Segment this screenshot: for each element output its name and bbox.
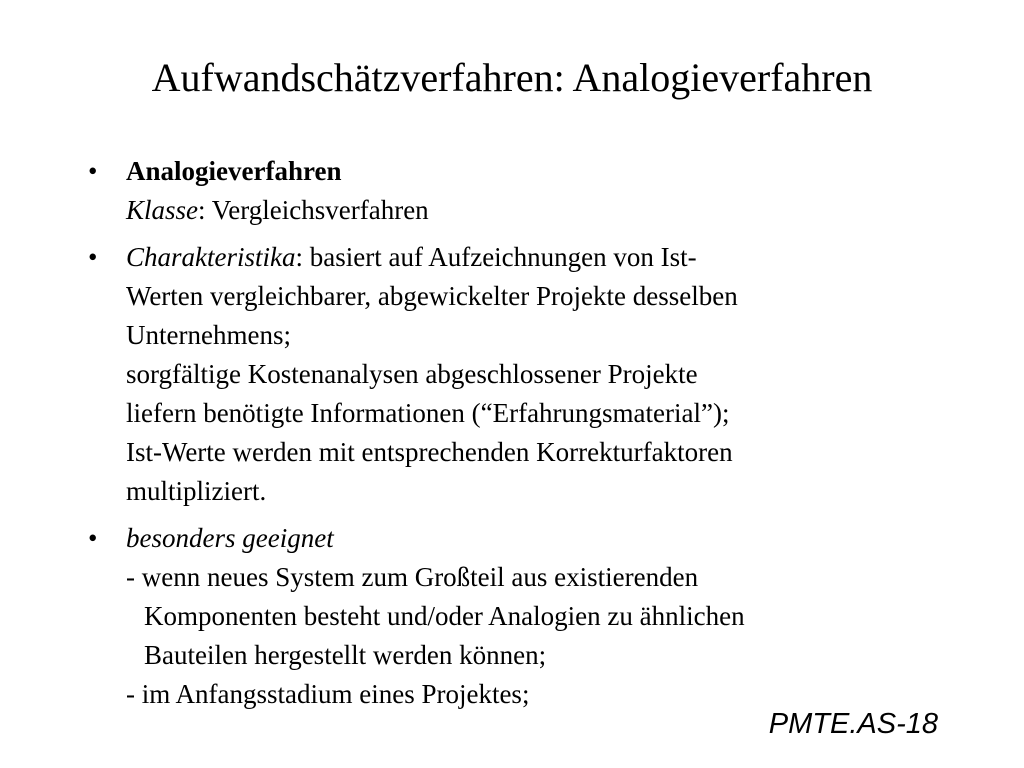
slide-footer-label: PMTE.AS-18 [768, 708, 938, 740]
slide-title: Aufwandschätzverfahren: Analogieverfahren [151, 55, 873, 100]
geeignet-line: Bauteilen hergestellt werden können; [144, 640, 547, 670]
charakteristika-line: Ist-Werte werden mit entsprechenden Korrekturfaktoren [126, 437, 733, 467]
besonders-geeignet-label: besonders geeignet [126, 523, 334, 553]
bullet-heading: Analogieverfahren [126, 156, 342, 186]
bullet-item-charakteristika [88, 238, 948, 511]
geeignet-line: - im Anfangsstadium eines Projektes; [126, 679, 530, 709]
charakteristika-line: Werten vergleichbarer, abgewickelter Projekte desselben [126, 281, 738, 311]
geeignet-line: - wenn neues System zum Großteil aus existierenden [126, 562, 699, 592]
charakteristika-label: Charakteristika [126, 242, 296, 272]
bullet-item-analogieverfahren [88, 152, 948, 230]
bullet-mark: • [88, 156, 98, 186]
charakteristika-separator: : [295, 242, 310, 272]
bullet-mark: • [88, 242, 98, 272]
class-value: Vergleichsverfahren [211, 195, 429, 225]
geeignet-line: Komponenten besteht und/oder Analogien zu ähnlichen [144, 601, 745, 631]
charakteristika-text: basiert auf Aufzeichnungen von Ist- [309, 242, 697, 272]
bullet-mark: • [88, 523, 98, 553]
class-label: Klasse [126, 195, 199, 225]
charakteristika-line: Unternehmens; [126, 320, 291, 350]
bullet-list [88, 152, 948, 722]
bullet-item-besonders-geeignet [88, 519, 948, 714]
charakteristika-line: sorgfältige Kostenanalysen abgeschlossener Projekte [126, 359, 698, 389]
charakteristika-line: multipliziert. [126, 476, 267, 506]
charakteristika-first-line [126, 238, 948, 277]
class-separator: : [198, 195, 212, 225]
charakteristika-line: liefern benötigte Informationen (“Erfahrungsmaterial”); [126, 398, 730, 428]
bullet-class-line [126, 191, 948, 230]
